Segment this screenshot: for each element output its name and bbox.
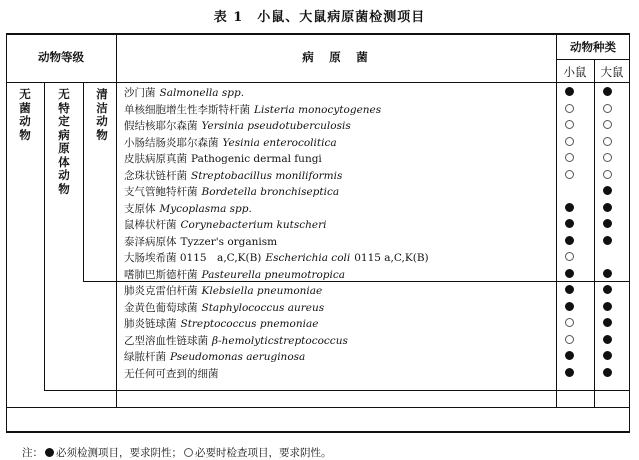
filled-circle-icon — [603, 318, 612, 327]
pathogen-chinese-name: 肺炎克雷伯杆菌 — [124, 285, 198, 297]
table-row — [6, 365, 630, 382]
open-circle-icon — [603, 104, 612, 113]
filled-circle-icon — [603, 335, 612, 344]
open-circle-icon — [184, 448, 193, 457]
open-circle-icon — [603, 137, 612, 146]
pathogen-chinese-name: 沙门菌 — [124, 87, 156, 99]
pathogen-name — [124, 283, 322, 298]
pathogen-name — [124, 135, 337, 150]
open-circle-icon — [565, 104, 574, 113]
table-row — [6, 332, 630, 349]
header-mouse: 小鼠 — [563, 65, 587, 79]
pathogen-latin-name: Corynebacterium kutscheri — [180, 219, 327, 231]
table-row — [6, 233, 630, 250]
pathogen-name — [124, 349, 305, 364]
pathogen-latin-name: β-hemolyticstreptococcus — [212, 334, 348, 347]
pathogen-latin-name: Streptococcus pnemoniae — [180, 318, 319, 330]
pathogen-latin-name: Salmonella spp. — [159, 87, 245, 99]
pathogen-name — [124, 201, 252, 216]
pathogen-chinese-name: 念珠状链杆菌 — [124, 169, 187, 182]
open-circle-icon — [565, 120, 574, 129]
table-note — [22, 445, 332, 460]
pathogen-name — [124, 151, 322, 166]
table-row — [6, 200, 630, 217]
pathogen-name — [124, 366, 219, 381]
pathogen-chinese-name: 金黄色葡萄球菌 — [124, 301, 198, 314]
table-row — [6, 282, 630, 299]
table-bottom-border — [6, 431, 630, 433]
open-circle-icon — [565, 335, 574, 344]
pathogen-name — [124, 184, 339, 199]
open-circle-icon — [603, 170, 612, 179]
pathogen-english-name: Pathogenic dermal fungi — [191, 153, 322, 165]
filled-circle-icon — [565, 368, 574, 377]
filled-circle-icon — [603, 302, 612, 311]
grade-spf: 无特定病原体动物 — [58, 87, 70, 196]
note-divider-line — [6, 407, 630, 408]
pathogen-latin-name: Pseudomonas aeruginosa — [170, 351, 306, 363]
note-required-text: 必须检测项目，要求阴性； — [56, 447, 182, 459]
table-row — [6, 266, 630, 283]
pathogen-chinese-name: 绿脓杆菌 — [124, 351, 166, 363]
filled-circle-icon — [603, 269, 612, 278]
filled-circle-icon — [603, 236, 612, 245]
pathogen-english-name: Tyzzer's organism — [180, 235, 278, 248]
note-prefix: 注： — [22, 447, 43, 459]
species-split-line — [556, 59, 630, 60]
pathogen-strain: 0115 a,C,K(B) — [354, 252, 429, 264]
pathogen-name — [124, 102, 381, 117]
table-row — [6, 101, 630, 118]
pathogen-chinese-name: 假结核耶尔森菌 — [124, 120, 198, 132]
pathogen-chinese-name: 单核细胞增生性李斯特杆菌 — [124, 103, 250, 116]
pathogen-latin-name: Pasteurella pneumotropica — [201, 268, 346, 281]
filled-circle-icon — [565, 203, 574, 212]
filled-circle-icon — [603, 285, 612, 294]
header-species: 动物种类 — [570, 40, 616, 54]
open-circle-icon — [565, 252, 574, 261]
filled-circle-icon — [565, 236, 574, 245]
filled-circle-icon — [565, 269, 574, 278]
filled-circle-icon — [603, 87, 612, 96]
note-optional-text: 必要时检查项目，要求阴性。 — [195, 447, 332, 459]
pathogen-name — [124, 267, 345, 282]
pathogen-name — [124, 234, 277, 249]
pathogen-chinese-name: 嗜肺巴斯德杆菌 — [124, 268, 198, 281]
open-circle-icon — [565, 318, 574, 327]
filled-circle-icon — [603, 219, 612, 228]
table-row — [6, 134, 630, 151]
filled-circle-icon — [603, 203, 612, 212]
table-row — [6, 167, 630, 184]
table-row — [6, 84, 630, 101]
open-circle-icon — [565, 137, 574, 146]
pathogen-chinese-name: 鼠棒状杆菌 — [124, 219, 177, 231]
open-circle-icon — [565, 170, 574, 179]
pathogen-chinese-name: 支原体 — [124, 202, 156, 215]
filled-circle-icon — [565, 351, 574, 360]
table-row — [6, 249, 630, 266]
header-pathogen: 病 原 菌 — [302, 50, 370, 64]
pathogen-latin-name: Klebsiella pneumoniae — [201, 285, 323, 297]
header-rat: 大鼠 — [600, 65, 624, 79]
pathogen-name — [124, 217, 326, 232]
filled-circle-icon — [603, 368, 612, 377]
pathogen-table — [6, 33, 630, 459]
pathogen-latin-name: Listeria monocytogenes — [254, 103, 382, 116]
filled-circle-icon — [565, 302, 574, 311]
open-circle-icon — [603, 153, 612, 162]
pathogen-name — [124, 250, 429, 265]
pathogen-name — [124, 85, 244, 100]
open-circle-icon — [565, 153, 574, 162]
pathogen-latin-name: Mycoplasma spp. — [159, 202, 252, 215]
pathogen-latin-name: Escherichia coli — [265, 252, 351, 264]
header-bottom-line — [6, 82, 630, 83]
table-row — [6, 299, 630, 316]
header-grade: 动物等级 — [38, 50, 84, 64]
table-title: 表 1 小鼠、大鼠病原菌检测项目 — [213, 10, 426, 25]
pathogen-latin-name: Streptobacillus moniliformis — [191, 169, 343, 182]
spf-section-line — [44, 390, 630, 391]
filled-circle-icon — [603, 351, 612, 360]
grade-germ-free: 无菌动物 — [19, 87, 31, 142]
pathogen-chinese-name: 皮肤病原真菌 — [124, 153, 187, 165]
table-top-border — [6, 33, 630, 35]
filled-circle-icon — [565, 87, 574, 96]
pathogen-name — [124, 316, 318, 331]
grade-clean: 清洁动物 — [96, 87, 108, 142]
pathogen-name — [124, 118, 351, 133]
filled-circle-icon — [603, 186, 612, 195]
pathogen-chinese-name: 小肠结肠炎耶尔森菌 — [124, 136, 219, 149]
pathogen-chinese-name: 大肠埃希菌 0115 a,C,K(B) — [124, 252, 262, 264]
pathogen-chinese-name: 支气管鲍特杆菌 — [124, 186, 198, 198]
table-row — [6, 183, 630, 200]
table-row — [6, 348, 630, 365]
table-row — [6, 150, 630, 167]
table-row — [6, 117, 630, 134]
pathogen-latin-name: Bordetella bronchiseptica — [201, 186, 340, 198]
filled-circle-icon — [565, 219, 574, 228]
pathogen-name — [124, 333, 348, 348]
open-circle-icon — [603, 120, 612, 129]
filled-circle-icon — [45, 448, 54, 457]
pathogen-chinese-name: 肺炎链球菌 — [124, 318, 177, 330]
table-row — [6, 216, 630, 233]
pathogen-latin-name: Staphylococcus aureus — [201, 301, 325, 314]
table-row — [6, 315, 630, 332]
pathogen-latin-name: Yersinia pseudotuberculosis — [201, 120, 351, 132]
pathogen-chinese-name: 无任何可查到的细菌 — [124, 367, 219, 380]
pathogen-chinese-name: 泰泽病原体 — [124, 235, 177, 248]
pathogen-name — [124, 168, 342, 183]
pathogen-latin-name: Yesinia enterocolitica — [222, 136, 337, 149]
pathogen-name — [124, 300, 324, 315]
pathogen-chinese-name: 乙型溶血性链球菌 — [124, 334, 208, 347]
filled-circle-icon — [565, 285, 574, 294]
